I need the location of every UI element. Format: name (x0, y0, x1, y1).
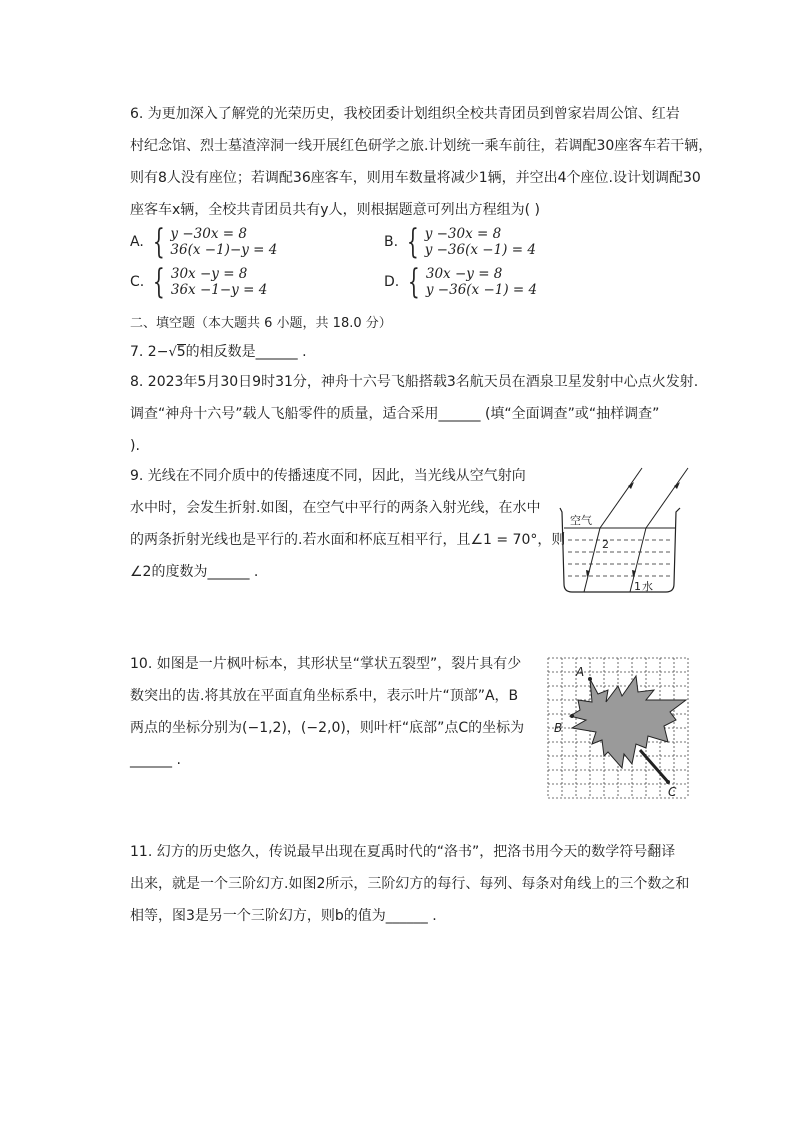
q8-line-1: 8. 2023年5月30日9时31分，神舟十六号飞船搭载3名航天员在酒泉卫星发射中心点火发射. (130, 374, 699, 390)
angle-2-label: 2 (602, 538, 609, 551)
option-b-eq2: y −36(x −1) = 4 (424, 242, 536, 258)
option-c-label: C. (130, 274, 145, 290)
option-b-label: B. (384, 234, 399, 250)
option-a[interactable] (130, 222, 278, 262)
q9-line-4: ∠2的度数为______ . (130, 564, 259, 580)
q10-line-1: 10. 如图是一片枫叶标本，其形状呈“掌状五裂型”，裂片具有少 (130, 656, 522, 672)
brace-icon: { (408, 262, 421, 302)
q10-line-3: 两点的坐标分别为(−1,2)，(−2,0)，则叶杆“底部”点C的坐标为 (130, 720, 525, 736)
sqrt-icon: √ (168, 345, 177, 360)
brace-icon: { (406, 222, 419, 262)
option-d-eq2: y −36(x −1) = 4 (425, 282, 538, 298)
q7-prefix: 7. 2− (130, 344, 169, 360)
option-d[interactable] (384, 262, 538, 302)
q10-line-2: 数突出的齿.将其放在平面直角坐标系中，表示叶片“顶部”A，B (130, 688, 519, 704)
brace-icon: { (152, 222, 165, 262)
q11-line-1: 11. 幻方的历史悠久，传说最早出现在夏禹时代的“洛书”，把洛书用今天的数学符号翻译 (130, 844, 676, 860)
question-11 (130, 836, 689, 932)
question-6-text (130, 98, 713, 226)
q6-line-2: 村纪念馆、烈士墓渣滓洞一线开展红色研学之旅.计划统一乘车前往，若调配30座客车若干辆， (130, 138, 713, 154)
q6-line-4: 座客车x辆，全校共青团员共有y人，则根据题意可列出方程组为( ) (130, 202, 540, 218)
q9-line-2: 水中时，会发生折射.如图，在空气中平行的两条入射光线，在水中 (130, 500, 541, 516)
brace-icon: { (153, 262, 166, 302)
angle-1-label: 1 (634, 580, 641, 593)
q7-radicand: 5 (176, 344, 186, 360)
water-label: 水 (642, 580, 653, 593)
point-a-label: A (576, 665, 585, 679)
question-7 (130, 336, 307, 369)
q9-line-3: 的两条折射光线也是平行的.若水面和杯底互相平行，且∠1 = 70°，则 (130, 532, 566, 548)
point-b-label: B (554, 721, 563, 735)
q8-line-3: ). (130, 438, 140, 454)
question-10 (130, 648, 524, 776)
question-8 (130, 366, 698, 462)
q11-line-2: 出来，就是一个三阶幻方.如图2所示，三阶幻方的每行、每列、每条对角线上的三个数之和 (130, 876, 690, 892)
question-9 (130, 460, 565, 588)
option-c-eq2: 36x −1−y = 4 (170, 282, 268, 298)
maple-leaf-figure (546, 656, 692, 802)
option-b[interactable] (384, 222, 536, 262)
option-b-eq1: y −30x = 8 (424, 226, 502, 242)
q9-line-1: 9. 光线在不同介质中的传播速度不同，因此，当光线从空气射向 (130, 468, 526, 484)
option-a-label: A. (130, 234, 144, 250)
air-label: 空气 (570, 514, 592, 527)
point-c-label: C (668, 785, 677, 799)
q10-line-4: ______ . (130, 752, 181, 768)
q8-line-2: 调查“神舟十六号”载人飞船零件的质量，适合采用______ (填“全面调查”或“抽样调查” (130, 406, 660, 422)
q6-line-3: 则有8人没有座位；若调配36座客车，则用车数量将减少1辆，并空出4个座位.设计划调配30 (130, 170, 701, 186)
q6-line-1: 6. 为更加深入了解党的光荣历史，我校团委计划组织全校共青团员到曾家岩周公馆、红岩 (130, 106, 680, 122)
section-header: 二、填空题（本大题共 6 小题，共 18.0 分） (130, 316, 392, 331)
refraction-figure (556, 462, 696, 598)
maple-leaf-shape (570, 676, 686, 768)
option-d-eq1: 30x −y = 8 (425, 266, 503, 282)
option-c[interactable] (130, 262, 268, 302)
option-c-eq1: 30x −y = 8 (170, 266, 248, 282)
option-d-label: D. (384, 274, 400, 290)
q11-line-3: 相等，图3是另一个三阶幻方，则b的值为______ . (130, 908, 437, 924)
q7-suffix: 的相反数是______ . (185, 344, 307, 360)
leaf-stem (640, 750, 668, 782)
option-a-eq1: y −30x = 8 (170, 226, 247, 242)
option-a-eq2: 36(x −1)−y = 4 (170, 242, 278, 258)
